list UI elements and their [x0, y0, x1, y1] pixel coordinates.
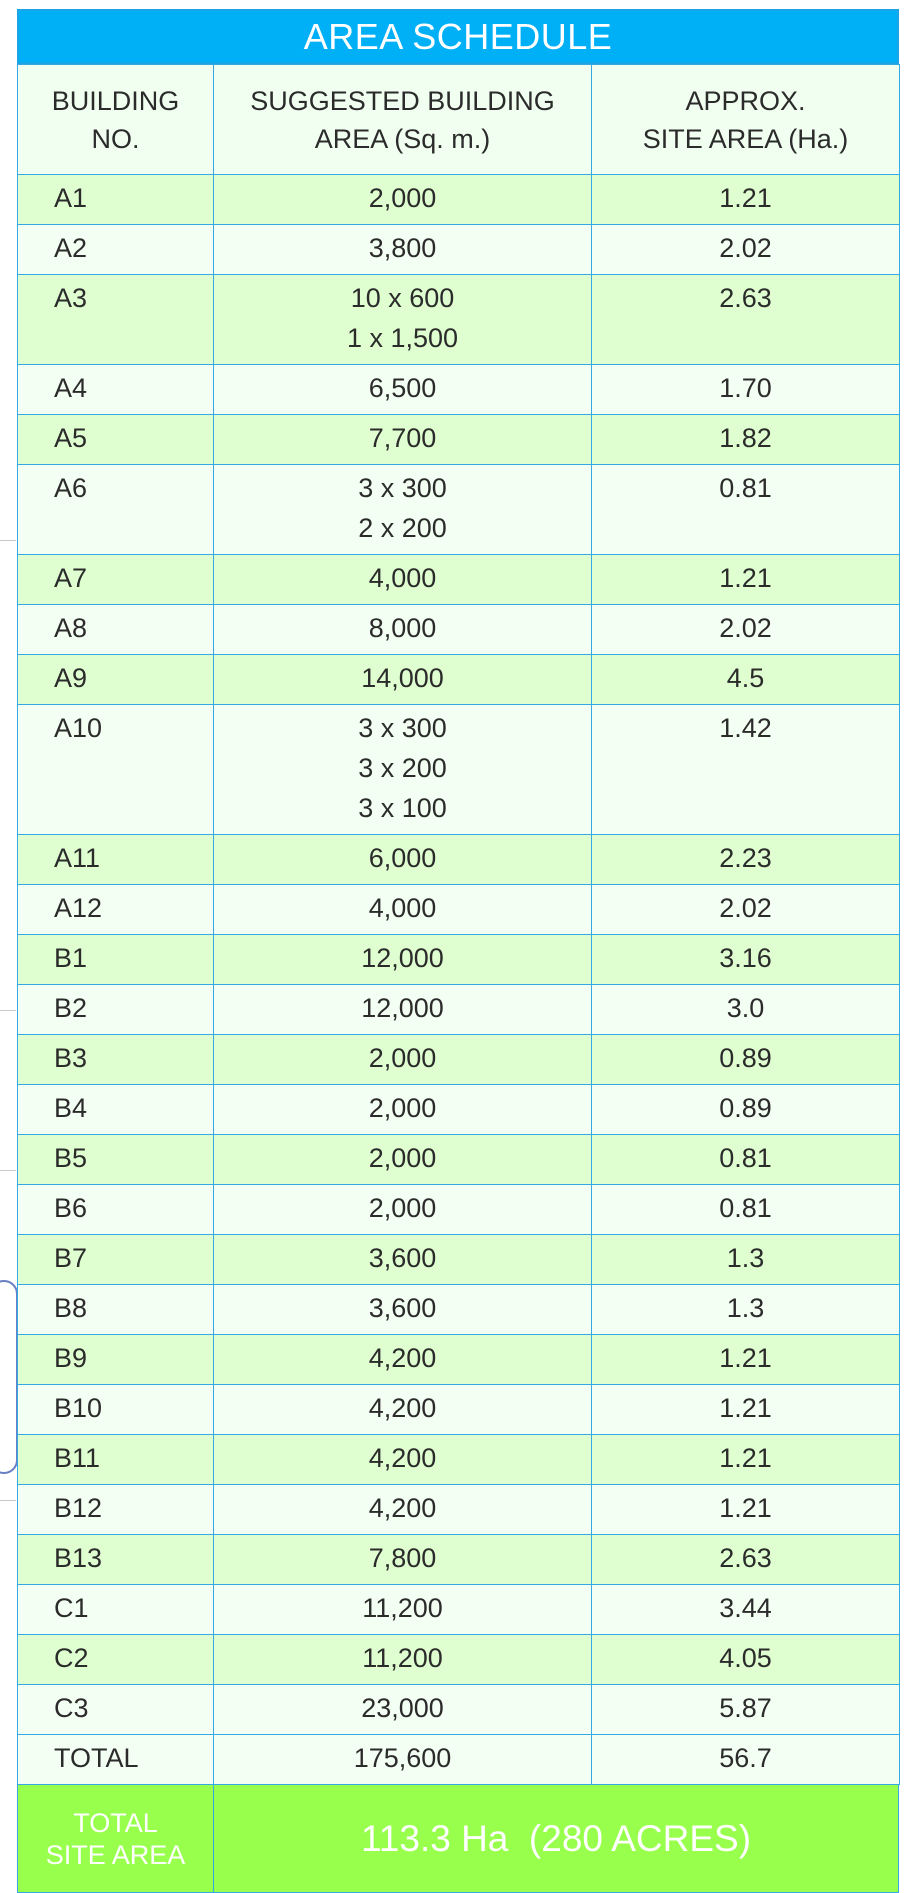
- building-area-cell: 4,200: [214, 1485, 592, 1535]
- building-no-cell: A1: [18, 175, 214, 225]
- site-area-cell: 1.42: [592, 705, 900, 835]
- building-no-cell: A8: [18, 605, 214, 655]
- building-no-cell: A2: [18, 225, 214, 275]
- table-row: [18, 1685, 900, 1735]
- building-no-cell: B6: [18, 1185, 214, 1235]
- building-area-cell: 12,000: [214, 935, 592, 985]
- site-area-cell: 4.5: [592, 655, 900, 705]
- site-area-cell: 2.63: [592, 275, 900, 365]
- table-row: [18, 1385, 900, 1435]
- table-row: [18, 1285, 900, 1335]
- header-building-no: BUILDING NO.: [18, 65, 214, 175]
- site-area-cell: 1.21: [592, 1385, 900, 1435]
- site-area-cell: 0.81: [592, 1185, 900, 1235]
- table-row: [18, 835, 900, 885]
- site-area-cell: 1.21: [592, 175, 900, 225]
- table-row: [18, 365, 900, 415]
- table-row: [18, 1035, 900, 1085]
- building-area-cell: 2,000: [214, 175, 592, 225]
- header-site-area: APPROX. SITE AREA (Ha.): [592, 65, 900, 175]
- building-no-cell: C3: [18, 1685, 214, 1735]
- building-no-cell: C1: [18, 1585, 214, 1635]
- table-row: [18, 1485, 900, 1535]
- site-area-cell: 1.82: [592, 415, 900, 465]
- table-row: [18, 885, 900, 935]
- table-row: [18, 1135, 900, 1185]
- building-area-cell: 12,000: [214, 985, 592, 1035]
- table-row: [18, 605, 900, 655]
- table-row: [18, 1635, 900, 1685]
- building-area-cell: 6,000: [214, 835, 592, 885]
- table-row: [18, 935, 900, 985]
- building-area-cell: 7,800: [214, 1535, 592, 1585]
- site-area-cell: 1.3: [592, 1235, 900, 1285]
- building-no-cell: B2: [18, 985, 214, 1035]
- building-no-cell: A12: [18, 885, 214, 935]
- header-row: [18, 65, 900, 175]
- table-body: [18, 175, 900, 1735]
- building-no-cell: A6: [18, 465, 214, 555]
- table-row: [18, 1535, 900, 1585]
- building-no-cell: B3: [18, 1035, 214, 1085]
- background-line: [0, 1500, 16, 1501]
- building-no-cell: B4: [18, 1085, 214, 1135]
- header-suggested-area: SUGGESTED BUILDING AREA (Sq. m.): [214, 65, 592, 175]
- building-area-cell: 2,000: [214, 1185, 592, 1235]
- schedule-title: AREA SCHEDULE: [17, 9, 899, 64]
- total-site-area-value: 113.3 Ha (280 ACRES): [360, 1817, 752, 1859]
- total-site-area-label: TOTAL SITE AREA: [18, 1785, 214, 1892]
- background-arc: [0, 1280, 18, 1474]
- site-area-cell: 3.44: [592, 1585, 900, 1635]
- building-area-cell: 3,600: [214, 1235, 592, 1285]
- building-area-cell: 8,000: [214, 605, 592, 655]
- building-area-cell: 11,200: [214, 1585, 592, 1635]
- site-area-cell: 1.21: [592, 555, 900, 605]
- site-area-cell: 0.89: [592, 1035, 900, 1085]
- building-no-cell: A5: [18, 415, 214, 465]
- table-row: [18, 555, 900, 605]
- site-area-cell: 1.3: [592, 1285, 900, 1335]
- site-area-cell: 4.05: [592, 1635, 900, 1685]
- building-no-cell: B13: [18, 1535, 214, 1585]
- building-area-cell: 7,700: [214, 415, 592, 465]
- site-area-cell: 1.21: [592, 1335, 900, 1385]
- building-no-cell: C2: [18, 1635, 214, 1685]
- building-area-cell: 3,800: [214, 225, 592, 275]
- table-row: [18, 1585, 900, 1635]
- building-area-cell: 2,000: [214, 1035, 592, 1085]
- building-no-cell: B9: [18, 1335, 214, 1385]
- table-row: [18, 415, 900, 465]
- building-no-cell: A3: [18, 275, 214, 365]
- building-area-cell: 3 x 300 2 x 200: [214, 465, 592, 555]
- background-line: [0, 540, 16, 541]
- building-no-cell: B7: [18, 1235, 214, 1285]
- total-site-area-banner: [17, 1785, 899, 1893]
- building-area-cell: 4,200: [214, 1385, 592, 1435]
- site-area-cell: 5.87: [592, 1685, 900, 1735]
- total-row: [18, 1735, 900, 1785]
- building-area-cell: 4,000: [214, 555, 592, 605]
- table-row: [18, 655, 900, 705]
- background-line: [0, 1170, 16, 1171]
- table-row: [18, 465, 900, 555]
- total-label: TOTAL: [18, 1735, 214, 1785]
- building-area-cell: 3 x 300 3 x 200 3 x 100: [214, 705, 592, 835]
- building-area-cell: 23,000: [214, 1685, 592, 1735]
- table-row: [18, 1335, 900, 1385]
- building-area-cell: 2,000: [214, 1085, 592, 1135]
- site-area-cell: 3.0: [592, 985, 900, 1035]
- building-no-cell: A7: [18, 555, 214, 605]
- site-area-cell: 1.70: [592, 365, 900, 415]
- area-schedule: [17, 9, 899, 1893]
- table-row: [18, 1235, 900, 1285]
- table-row: [18, 705, 900, 835]
- site-area-cell: 2.02: [592, 885, 900, 935]
- building-area-cell: 6,500: [214, 365, 592, 415]
- site-area-cell: 2.02: [592, 605, 900, 655]
- building-area-cell: 11,200: [214, 1635, 592, 1685]
- site-area-cell: 0.89: [592, 1085, 900, 1135]
- site-area-cell: 1.21: [592, 1485, 900, 1535]
- background-line: [0, 1010, 16, 1011]
- site-area-cell: 1.21: [592, 1435, 900, 1485]
- site-area-cell: 2.23: [592, 835, 900, 885]
- site-area-cell: 2.63: [592, 1535, 900, 1585]
- building-no-cell: B5: [18, 1135, 214, 1185]
- total-building-area: 175,600: [214, 1735, 592, 1785]
- building-no-cell: A4: [18, 365, 214, 415]
- building-area-cell: 4,000: [214, 885, 592, 935]
- building-area-cell: 4,200: [214, 1435, 592, 1485]
- site-area-cell: 0.81: [592, 465, 900, 555]
- table-row: [18, 985, 900, 1035]
- building-area-cell: 2,000: [214, 1135, 592, 1185]
- building-area-cell: 3,600: [214, 1285, 592, 1335]
- table-row: [18, 225, 900, 275]
- area-schedule-table: [17, 64, 900, 1785]
- site-area-cell: 0.81: [592, 1135, 900, 1185]
- building-no-cell: A9: [18, 655, 214, 705]
- total-site-area: 56.7: [592, 1735, 900, 1785]
- building-area-cell: 4,200: [214, 1335, 592, 1385]
- table-row: [18, 1085, 900, 1135]
- table-row: [18, 175, 900, 225]
- site-area-cell: 3.16: [592, 935, 900, 985]
- building-no-cell: B10: [18, 1385, 214, 1435]
- building-no-cell: B1: [18, 935, 214, 985]
- building-no-cell: B11: [18, 1435, 214, 1485]
- building-no-cell: B8: [18, 1285, 214, 1335]
- building-area-cell: 14,000: [214, 655, 592, 705]
- building-no-cell: A11: [18, 835, 214, 885]
- table-row: [18, 1185, 900, 1235]
- building-area-cell: 10 x 600 1 x 1,500: [214, 275, 592, 365]
- building-no-cell: B12: [18, 1485, 214, 1535]
- table-row: [18, 275, 900, 365]
- table-row: [18, 1435, 900, 1485]
- site-area-cell: 2.02: [592, 225, 900, 275]
- building-no-cell: A10: [18, 705, 214, 835]
